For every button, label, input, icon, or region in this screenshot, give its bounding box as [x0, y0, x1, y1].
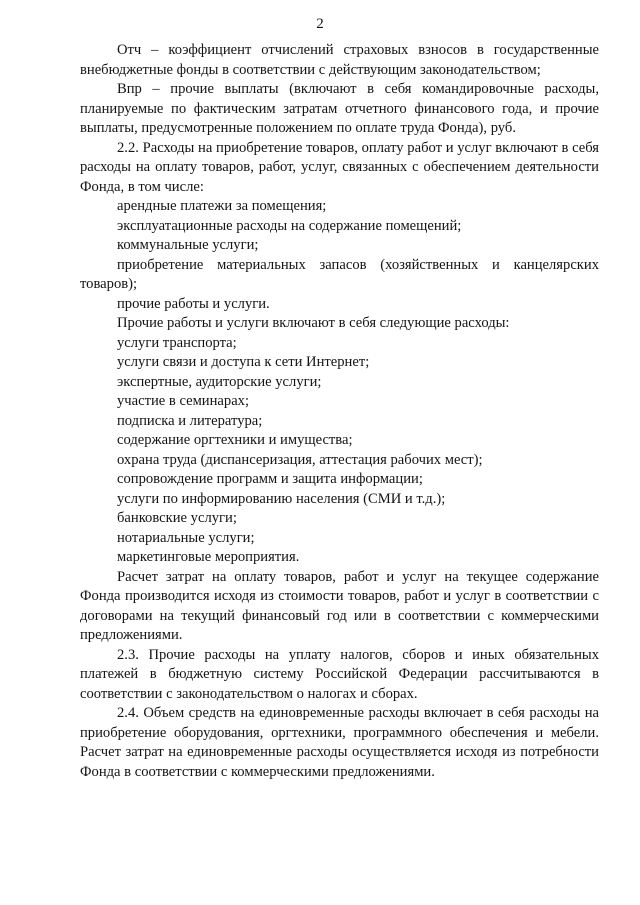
list-item: сопровождение программ и защита информации; [117, 471, 423, 487]
list-item: приобретение материальных запасов (хозяйственных и канцелярских товаров); [80, 256, 599, 292]
document-body [80, 41, 599, 782]
paragraph-2-4: 2.4. Объем средств на единовременные расходы включает в себя расходы на приобретение оборудования, оргтехники, программного обеспечения и мебели. Расчет затрат на единовременные расходы осуществляется исходя из потребности Фонда в соответствии с коммерческими предложениями. [80, 705, 599, 780]
paragraph-vpr: Впр – прочие выплаты (включают в себя командировочные расходы, планируемые по фактическим затратам отчетного финансового года, и прочие выплаты, предусмотренные положением по оплате труда Фонда), руб. [80, 81, 599, 136]
paragraph-otch: Отч – коэффициент отчислений страховых взносов в государственные внебюджетные фонды в соответствии с действующим законодательством; [80, 42, 599, 78]
list-item: коммунальные услуги; [117, 237, 259, 253]
list-item: услуги связи и доступа к сети Интернет; [117, 354, 370, 370]
list-item: охрана труда (диспансеризация, аттестация рабочих мест); [117, 451, 483, 468]
list-item: участие в семинарах; [117, 393, 250, 409]
list-item: подписка и литература; [117, 412, 263, 429]
sublist-intro: Прочие работы и услуги включают в себя следующие расходы: [117, 315, 510, 331]
list-item: банковские услуги; [117, 510, 237, 526]
page-number: 2 [316, 16, 324, 32]
list-item: услуги транспорта; [117, 334, 237, 351]
list-item: арендные платежи за помещения; [117, 198, 327, 214]
paragraph-cost-calculation: Расчет затрат на оплату товаров, работ и услуг на текущее содержание Фонда производится исходя из стоимости товаров, работ и услуг в соответствии с договорами на текущий финансовый год или в соответствии с коммерческими предложениями. [80, 568, 599, 643]
list-item: содержание оргтехники и имущества; [117, 432, 353, 448]
paragraph-2-2: 2.2. Расходы на приобретение товаров, оплату работ и услуг включают в себя расходы на оплату товаров, работ, услуг, связанных с обеспечением деятельности Фонда, в том числе: [80, 139, 599, 195]
list-item: эксплуатационные расходы на содержание помещений; [117, 217, 462, 234]
list-item: экспертные, аудиторские услуги; [117, 373, 322, 390]
list-item: нотариальные услуги; [117, 529, 255, 546]
list-item: прочие работы и услуги. [117, 295, 270, 312]
list-item: маркетинговые мероприятия. [117, 549, 300, 565]
paragraph-2-3: 2.3. Прочие расходы на уплату налогов, сборов и иных обязательных платежей в бюджетную систему Российской Федерации рассчитываются в соответствии с законодательством о налогах и сборах. [80, 646, 599, 702]
list-item: услуги по информированию населения (СМИ и т.д.); [117, 490, 446, 507]
